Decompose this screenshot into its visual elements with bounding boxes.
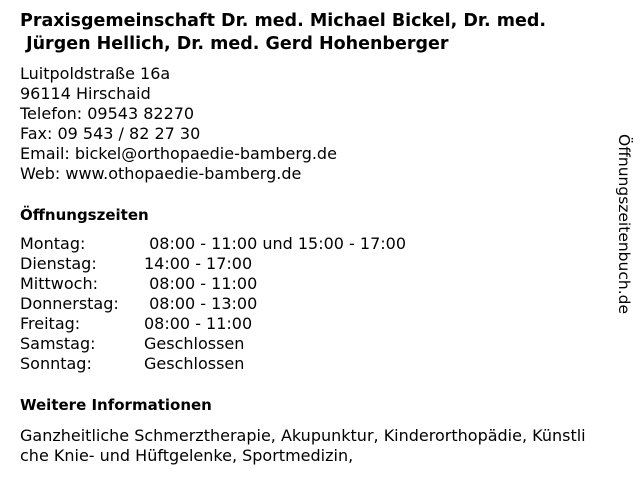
hours-row-monday	[20, 234, 406, 254]
day-label: Montag:	[20, 234, 86, 253]
website-address: Web: www.othopaedie-bamberg.de	[20, 164, 302, 183]
practice-title	[20, 10, 630, 56]
day-label: Dienstag:	[20, 254, 97, 273]
hours-row-wednesday	[20, 274, 406, 294]
opening-hours-table	[20, 234, 406, 374]
time-value: 08:00 - 11:00	[144, 274, 258, 293]
time-value: Geschlossen	[144, 354, 245, 373]
day-label: Freitag:	[20, 314, 81, 333]
opening-hours-heading: Öffnungszeiten	[20, 206, 149, 224]
day-label: Donnerstag:	[20, 294, 119, 313]
time-value: Geschlossen	[144, 334, 245, 353]
practice-title-line-1: Praxisgemeinschaft Dr. med. Michael Bickel, Dr. med.	[20, 11, 547, 31]
fax-number: Fax: 09 543 / 82 27 30	[20, 124, 201, 143]
hours-row-tuesday	[20, 254, 406, 274]
hours-row-friday	[20, 314, 406, 334]
further-information-heading: Weitere Informationen	[20, 396, 212, 414]
information-line-2: che Knie- und Hüftgelenke, Sportmedizin,	[20, 446, 354, 465]
contact-block	[20, 64, 337, 184]
phone-number: Telefon: 09543 82270	[20, 104, 195, 123]
hours-row-sunday	[20, 354, 406, 374]
street-address: Luitpoldstraße 16a	[20, 64, 171, 83]
information-line-1: Ganzheitliche Schmerztherapie, Akupunktur, Kinderorthopädie, Künstli	[20, 426, 586, 445]
time-value: 08:00 - 11:00 und 15:00 - 17:00	[144, 234, 407, 253]
day-label: Mittwoch:	[20, 274, 98, 293]
time-value: 14:00 - 17:00	[144, 254, 253, 273]
further-information-text	[20, 426, 635, 466]
practice-title-line-2: Jürgen Hellich, Dr. med. Gerd Hohenberger	[20, 34, 449, 54]
email-address: Email: bickel@orthopaedie-bamberg.de	[20, 144, 337, 163]
time-value: 08:00 - 13:00	[144, 294, 258, 313]
hours-row-thursday	[20, 294, 406, 314]
time-value: 08:00 - 11:00	[144, 314, 253, 333]
day-label: Samstag:	[20, 334, 96, 353]
postal-city: 96114 Hirschaid	[20, 84, 151, 103]
watermark	[614, 134, 634, 362]
watermark-text: Öffnungszeitenbuch.de	[615, 134, 633, 314]
day-label: Sonntag:	[20, 354, 92, 373]
hours-row-saturday	[20, 334, 406, 354]
